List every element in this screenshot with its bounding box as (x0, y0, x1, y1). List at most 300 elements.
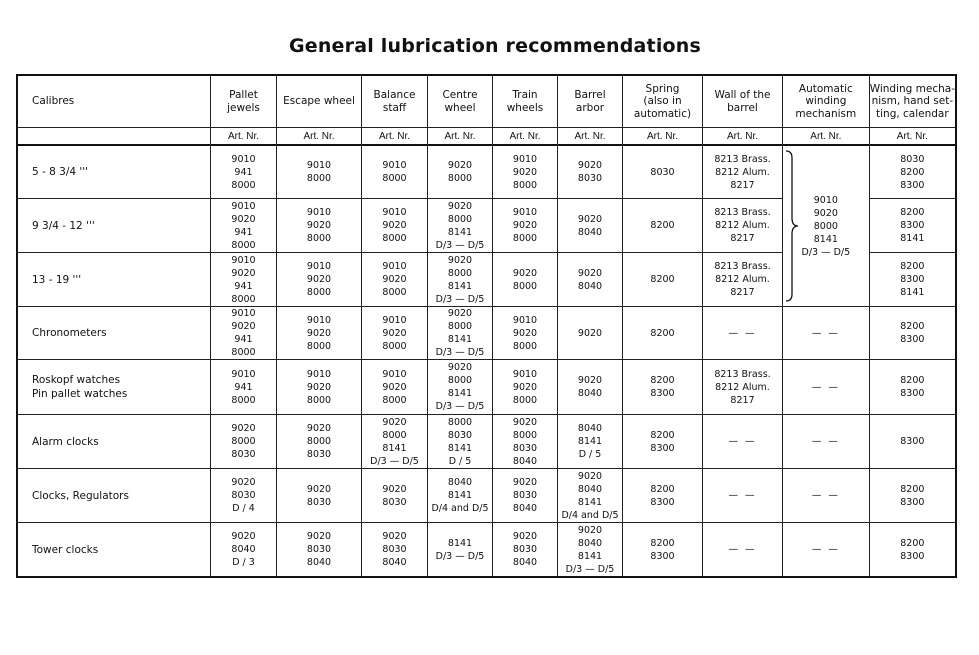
column-header-line: staff (382, 101, 407, 114)
cell-value: 8300 (900, 274, 925, 285)
cell-value: 8300 (650, 550, 675, 562)
cell-value: 8000 (512, 233, 538, 244)
cell-value: 8141 (447, 490, 473, 501)
cell-value: 8141 (577, 496, 603, 508)
cell-value: 8000 (306, 287, 332, 298)
cell-value: 8040 (577, 423, 603, 434)
table-cell (277, 146, 362, 199)
empty-dash: — — (811, 327, 840, 339)
column-header-line: Train (512, 89, 538, 101)
cell-value: 8200 (900, 321, 925, 332)
cell-value: 8141 (447, 388, 473, 399)
table-cell (623, 146, 703, 199)
cell-value: 9010 (382, 368, 407, 380)
table-cell (428, 415, 493, 469)
cell-value: 8200 (900, 537, 925, 549)
cell-value: 8300 (650, 496, 675, 508)
cell-value: 9020 (447, 362, 473, 373)
right-brace (785, 150, 799, 302)
table-cell (703, 523, 783, 576)
cell-value: 8200 (900, 483, 925, 495)
cell-value: 8200 (650, 327, 675, 339)
cell-value: 9020 (382, 531, 407, 542)
empty-dash: — — (728, 544, 757, 555)
cell-value: D / 4 (232, 503, 255, 514)
cell-value: 9010 (382, 261, 407, 272)
cell-value: 8000 (306, 340, 332, 352)
cell-value: 9020 (577, 213, 603, 225)
cell-value: 9020 (447, 160, 473, 171)
column-header (211, 76, 277, 128)
cell-value: 9020 (382, 381, 407, 393)
column-header (703, 76, 783, 128)
cell-value: 9020 (382, 327, 407, 339)
cell-value: 9020 (306, 220, 332, 231)
cell-value: D / 3 (232, 557, 255, 568)
cell-value: 9010 (512, 368, 538, 380)
column-header-line: arbor (575, 101, 605, 114)
table-cell (783, 469, 870, 523)
cell-value: 9020 (577, 160, 603, 171)
table-cell (703, 199, 783, 253)
column-header (623, 76, 703, 128)
table-cell (870, 199, 955, 253)
column-header (277, 76, 362, 128)
table-cell (558, 360, 623, 415)
row-label (18, 253, 211, 307)
table-cell (870, 360, 955, 415)
cell-value: 8000 (231, 394, 256, 406)
cell-value: 8000 (382, 287, 407, 298)
cell-value: 9020 (306, 531, 332, 542)
cell-value: D/3 — D/5 (435, 293, 485, 305)
table-cell (362, 360, 428, 415)
table-cell (211, 360, 277, 415)
cell-value: 9020 (231, 423, 256, 434)
cell-value: 8213 Brass. (714, 207, 771, 218)
cell-value: Tower clocks (32, 543, 99, 556)
art-nr-label: Art. Nr. (783, 128, 870, 146)
cell-value: 8300 (900, 220, 925, 231)
cell-value: 8000 (447, 173, 473, 184)
cell-value: 9020 (306, 274, 332, 285)
table-cell (211, 199, 277, 253)
table-cell (211, 146, 277, 199)
table-cell (623, 360, 703, 415)
cell-value: 8300 (900, 496, 925, 508)
cell-value: 9020 (382, 220, 407, 231)
cell-value: 9020 (231, 531, 256, 542)
cell-value: 8200 (650, 537, 675, 549)
cell-value: 8000 (382, 429, 407, 441)
table-cell (362, 146, 428, 199)
cell-value: 8030 (382, 544, 407, 555)
row-label (18, 199, 211, 253)
table-cell (428, 523, 493, 576)
table-cell (428, 253, 493, 307)
column-header-line: Spring (645, 82, 680, 95)
cell-value: 9010 (231, 308, 256, 319)
cell-value: 8141 (447, 334, 473, 345)
cell-value: 8212 Alum. (715, 381, 770, 393)
header-calibres: Calibres (18, 76, 211, 128)
cell-value: 8141 (577, 436, 603, 447)
cell-value: 8040 (577, 280, 603, 292)
table-cell (362, 469, 428, 523)
cell-value: 8200 (900, 375, 925, 386)
table-cell (870, 146, 955, 199)
cell-value: 8030 (900, 153, 925, 165)
cell-value: 13 - 19 ''' (32, 273, 82, 286)
cell-value: 8040 (512, 557, 538, 568)
cell-value: D/3 — D/5 (435, 550, 485, 562)
column-header-line: Centre (442, 89, 478, 101)
cell-value: 8000 (231, 179, 256, 191)
cell-value: 9020 (577, 470, 603, 482)
column-header-line: Balance (373, 89, 416, 101)
table-cell (211, 523, 277, 576)
cell-value: D / 5 (578, 449, 602, 460)
cell-value: 8000 (231, 436, 256, 447)
art-nr-label: Art. Nr. (558, 128, 623, 146)
table-cell (870, 307, 955, 360)
cell-value: 8300 (650, 442, 675, 454)
cell-value: 9010 (813, 194, 838, 206)
column-header-line: (also in (643, 95, 682, 108)
column-header-line: Automatic (798, 82, 853, 95)
cell-value: 8040 (577, 537, 603, 549)
table-cell (362, 307, 428, 360)
row-label (18, 523, 211, 576)
cell-value: 8213 Brass. (714, 368, 771, 380)
cell-value: 8040 (512, 503, 538, 514)
cell-value: 9020 (306, 423, 332, 434)
table-cell (493, 415, 558, 469)
column-header-line: Escape wheel (283, 95, 355, 108)
cell-value: 9010 (382, 160, 407, 171)
cell-value: D/4 and D/5 (431, 503, 489, 514)
table-cell (428, 360, 493, 415)
empty-dash: — — (728, 327, 757, 339)
cell-value: 8200 (650, 375, 675, 386)
column-header-line: nism, hand set- (871, 95, 954, 108)
column-header (783, 76, 870, 128)
empty-dash: — — (811, 544, 840, 555)
cell-value: 9020 (577, 327, 603, 339)
table-cell (277, 360, 362, 415)
table-cell (277, 523, 362, 576)
cell-value: 8300 (900, 388, 925, 399)
column-header-line: winding (805, 95, 847, 108)
table-cell (870, 523, 955, 576)
cell-value: Alarm clocks (32, 435, 99, 448)
cell-value: 8217 (730, 179, 755, 191)
table-cell (362, 415, 428, 469)
table-cell (558, 146, 623, 199)
cell-value: 8000 (512, 429, 538, 441)
table-cell (870, 253, 955, 307)
cell-value: 9010 (306, 314, 332, 326)
cell-value: 8200 (650, 429, 675, 441)
cell-value: 9020 (512, 267, 538, 279)
table-cell (783, 360, 870, 415)
art-nr-label: Art. Nr. (211, 128, 277, 146)
cell-value: 9010 (306, 261, 332, 272)
column-header-line: Barrel (574, 89, 606, 101)
cell-value: 8141 (813, 233, 838, 245)
table-cell (428, 146, 493, 199)
table-cell (703, 307, 783, 360)
table-cell (870, 415, 955, 469)
cell-value: 9020 (306, 483, 332, 495)
cell-value: 9010 (231, 368, 256, 380)
cell-value: D/4 and D/5 (561, 509, 619, 521)
art-nr-label: Art. Nr. (870, 128, 955, 146)
column-header-line: Wall of the (714, 89, 771, 101)
cell-value: 8213 Brass. (714, 153, 771, 165)
cell-value: 9020 (382, 274, 407, 285)
empty-dash: — — (811, 381, 840, 393)
cell-value: 941 (234, 166, 253, 178)
table-cell (277, 307, 362, 360)
cell-value: 8200 (900, 207, 925, 218)
cell-value: D/3 — D/5 (435, 239, 485, 251)
cell-value: 8141 (900, 233, 925, 244)
table-cell (783, 415, 870, 469)
table-cell (277, 415, 362, 469)
cell-value: 8141 (447, 280, 473, 292)
empty-dash: — — (728, 436, 757, 447)
cell-value: 8000 (231, 347, 256, 358)
table-cell (558, 307, 623, 360)
table-cell (362, 523, 428, 576)
cell-value: 8200 (900, 261, 925, 272)
table-cell (558, 253, 623, 307)
cell-value: 8040 (512, 455, 538, 467)
column-header (870, 76, 955, 128)
cell-value: D / 5 (448, 455, 472, 467)
art-nr-label: Art. Nr. (428, 128, 493, 146)
table-cell (703, 146, 783, 199)
cell-value: D/3 — D/5 (370, 455, 419, 467)
cell-value: 9020 (512, 381, 538, 393)
cell-value: 9020 (306, 381, 332, 393)
row-label (18, 307, 211, 360)
column-header-line: automatic) (633, 107, 692, 120)
cell-value: 9020 (447, 200, 473, 212)
cell-value: 8000 (512, 280, 538, 292)
page-title: General lubrication recommendations (288, 35, 702, 57)
cell-value: 941 (234, 226, 253, 238)
cell-value: 8000 (447, 416, 473, 428)
cell-value: 9020 (382, 416, 407, 428)
table-cell (493, 253, 558, 307)
cell-value: 8030 (512, 490, 538, 501)
cell-value: 8141 (577, 550, 603, 562)
table-cell (493, 146, 558, 199)
column-header-line: barrel (727, 101, 758, 114)
cell-value: 8212 Alum. (715, 166, 770, 178)
cell-value: 8000 (382, 394, 407, 406)
cell-value: 8000 (306, 394, 332, 406)
table-grid (18, 76, 955, 576)
art-nr-blank (18, 128, 211, 146)
cell-value: 9010 (512, 207, 538, 218)
column-header (428, 76, 493, 128)
cell-value: 9010 (231, 200, 256, 212)
cell-value: 9020 (577, 267, 603, 279)
row-label (18, 469, 211, 523)
table-cell (623, 415, 703, 469)
table-cell (277, 199, 362, 253)
cell-value: 8000 (512, 340, 538, 352)
art-nr-label: Art. Nr. (623, 128, 703, 146)
cell-value: 9020 (231, 321, 256, 332)
cell-value: 8040 (577, 388, 603, 399)
column-header-line: Winding mecha- (869, 82, 955, 95)
row-label (18, 360, 211, 415)
cell-value: 8000 (306, 233, 332, 244)
cell-value: 941 (234, 334, 253, 345)
table-cell (558, 523, 623, 576)
cell-value: 941 (234, 280, 253, 292)
empty-dash: — — (811, 436, 840, 447)
cell-value: 8200 (650, 274, 675, 285)
cell-value: 8300 (900, 179, 925, 191)
table-cell (493, 199, 558, 253)
column-header-line: ting, calendar (876, 107, 949, 120)
cell-value: 9020 (231, 267, 256, 279)
cell-value: 9010 (512, 314, 538, 326)
table-cell (783, 523, 870, 576)
column-header-line: wheel (444, 101, 476, 114)
cell-value: 9010 (382, 207, 407, 218)
cell-value: 8000 (382, 173, 407, 184)
cell-value: 8030 (382, 496, 407, 508)
cell-value: 8030 (650, 166, 675, 178)
table-cell (493, 523, 558, 576)
cell-value: 9010 (231, 254, 256, 266)
table-cell (623, 469, 703, 523)
cell-value: D/3 — D/5 (801, 246, 851, 258)
table-cell (428, 199, 493, 253)
cell-value: 9020 (231, 477, 256, 488)
cell-value: 8217 (730, 394, 755, 406)
table-cell (703, 253, 783, 307)
column-header (362, 76, 428, 128)
cell-value: 8030 (306, 544, 332, 555)
cell-value: Chronometers (32, 327, 107, 339)
table-cell (870, 469, 955, 523)
cell-value: 9020 (447, 308, 473, 319)
column-header (558, 76, 623, 128)
table-cell (703, 415, 783, 469)
cell-value: 8040 (447, 477, 473, 488)
cell-value: 8040 (577, 226, 603, 238)
cell-value: 8000 (306, 173, 332, 184)
table-cell (558, 415, 623, 469)
cell-value: 8000 (512, 179, 538, 191)
art-nr-label: Art. Nr. (277, 128, 362, 146)
cell-value: 8000 (231, 293, 256, 305)
cell-value: 5 - 8 3/4 ''' (32, 166, 89, 178)
table-cell (703, 360, 783, 415)
art-nr-label: Art. Nr. (493, 128, 558, 146)
cell-value: 8217 (730, 233, 755, 244)
cell-value: 8030 (306, 449, 332, 460)
cell-value: 8200 (650, 483, 675, 495)
table-cell (493, 469, 558, 523)
cell-value: 8000 (447, 375, 473, 386)
table-cell (623, 199, 703, 253)
cell-value: 9020 (577, 375, 603, 386)
cell-value: 8040 (231, 544, 256, 555)
cell-value: 8030 (512, 442, 538, 454)
table-cell (558, 469, 623, 523)
cell-value: 8030 (512, 544, 538, 555)
cell-value: Clocks, Regulators (32, 489, 129, 502)
cell-value: 8030 (306, 496, 332, 508)
cell-value: 8212 Alum. (715, 274, 770, 285)
column-header (493, 76, 558, 128)
cell-value: 9010 (306, 207, 332, 218)
table-cell (703, 469, 783, 523)
cell-value: 8200 (900, 166, 925, 178)
cell-value: Roskopf watches (32, 374, 121, 386)
row-label (18, 415, 211, 469)
cell-value: 9020 (512, 531, 538, 542)
empty-dash: — — (811, 490, 840, 501)
cell-value: 8030 (447, 429, 473, 441)
cell-value: 8030 (577, 173, 603, 184)
table-cell (211, 415, 277, 469)
table-cell (211, 253, 277, 307)
table-cell (493, 360, 558, 415)
cell-value: 9020 (512, 327, 538, 339)
cell-value: 8200 (650, 220, 675, 231)
cell-value: 8300 (900, 550, 925, 562)
cell-value: 8141 (900, 287, 925, 298)
column-header-line: wheels (506, 101, 544, 114)
cell-value: 9010 (306, 368, 332, 380)
table-cell (277, 253, 362, 307)
table-cell (428, 307, 493, 360)
cell-value: 9020 (512, 416, 538, 428)
art-nr-label: Art. Nr. (362, 128, 428, 146)
cell-value: 9020 (306, 327, 332, 339)
cell-value: 8300 (650, 388, 675, 399)
cell-value: 8300 (900, 436, 925, 447)
column-header-line: Pallet (229, 89, 258, 101)
cell-value: 8030 (231, 449, 256, 460)
cell-value: Pin pallet watches (32, 388, 128, 400)
cell-value: 9020 (512, 220, 538, 231)
cell-value: 8141 (382, 442, 407, 454)
cell-value: 9020 (382, 483, 407, 495)
cell-value: D/3 — D/5 (435, 401, 485, 412)
cell-value: 8000 (382, 233, 407, 244)
cell-value: 9010 (231, 153, 256, 165)
cell-value: 8217 (730, 287, 755, 298)
table-cell (362, 199, 428, 253)
cell-value: 8141 (447, 226, 473, 238)
cell-value: 8000 (231, 239, 256, 251)
table-cell (362, 253, 428, 307)
cell-value: 8000 (447, 213, 473, 225)
cell-value: 8141 (447, 537, 473, 549)
table-cell (623, 307, 703, 360)
cell-value: 9020 (447, 254, 473, 266)
